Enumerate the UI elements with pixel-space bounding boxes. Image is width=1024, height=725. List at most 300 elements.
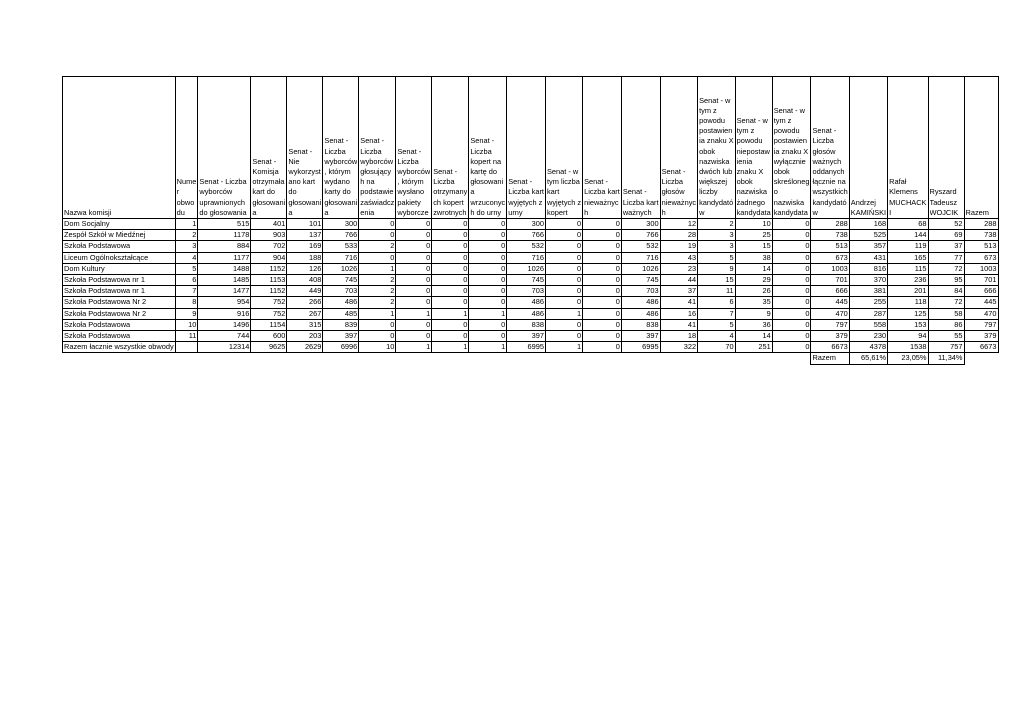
value-cell: 884 xyxy=(198,241,251,252)
value-cell: 904 xyxy=(251,252,287,263)
value-cell: 6673 xyxy=(811,342,849,353)
empty-cell xyxy=(964,353,998,364)
value-cell: 1 xyxy=(432,342,469,353)
column-header: Senat - w tym z powodu postawien ia znaku X obok nazwiska dwóch lub większej liczby kandydató w xyxy=(698,77,736,219)
value-cell: 3 xyxy=(698,241,736,252)
value-cell: 255 xyxy=(849,297,887,308)
column-header: Senat - Liczba kart ważnych xyxy=(621,77,660,219)
value-cell: 839 xyxy=(323,319,359,330)
value-cell: 25 xyxy=(735,230,772,241)
value-cell: 0 xyxy=(772,286,811,297)
value-cell: 0 xyxy=(469,241,507,252)
commission-name-cell: Zespół Szkół w Miedźnej xyxy=(63,230,176,241)
value-cell: 1154 xyxy=(251,319,287,330)
value-cell: 486 xyxy=(323,297,359,308)
value-cell: 10 xyxy=(359,342,396,353)
value-cell: 0 xyxy=(772,252,811,263)
value-cell: 6 xyxy=(175,275,198,286)
column-header: Senat - Liczba wyborców głosujący h na podstawie zaświadcz enia xyxy=(359,77,396,219)
commission-name-cell: Liceum Ogólnokształcące xyxy=(63,252,176,263)
value-cell: 230 xyxy=(849,331,887,342)
value-cell: 10 xyxy=(175,319,198,330)
value-cell: 486 xyxy=(621,297,660,308)
value-cell: 1153 xyxy=(251,275,287,286)
table-row xyxy=(63,319,999,330)
value-cell: 15 xyxy=(735,241,772,252)
value-cell: 0 xyxy=(583,342,622,353)
value-cell: 0 xyxy=(772,342,811,353)
value-cell: 716 xyxy=(621,252,660,263)
value-cell: 68 xyxy=(888,219,928,230)
value-cell: 525 xyxy=(849,230,887,241)
value-cell: 287 xyxy=(849,308,887,319)
value-cell: 0 xyxy=(469,286,507,297)
value-cell: 1 xyxy=(469,342,507,353)
value-cell: 916 xyxy=(198,308,251,319)
value-cell: 288 xyxy=(964,219,998,230)
value-cell: 0 xyxy=(432,331,469,342)
empty-cell xyxy=(735,353,772,364)
value-cell: 12 xyxy=(660,219,698,230)
value-cell: 738 xyxy=(811,230,849,241)
value-cell: 0 xyxy=(432,319,469,330)
value-cell: 0 xyxy=(545,219,582,230)
value-cell: 0 xyxy=(545,331,582,342)
value-cell: 0 xyxy=(396,331,432,342)
value-cell: 445 xyxy=(811,297,849,308)
empty-cell xyxy=(175,353,198,364)
value-cell: 2 xyxy=(359,297,396,308)
value-cell: 1488 xyxy=(198,263,251,274)
value-cell: 77 xyxy=(928,252,964,263)
value-cell: 1477 xyxy=(198,286,251,297)
value-cell: 126 xyxy=(287,263,323,274)
value-cell: 0 xyxy=(432,241,469,252)
value-cell: 1538 xyxy=(888,342,928,353)
value-cell: 55 xyxy=(928,331,964,342)
value-cell: 703 xyxy=(621,286,660,297)
value-cell: 119 xyxy=(888,241,928,252)
percentage-row xyxy=(63,353,999,364)
table-row xyxy=(63,252,999,263)
value-cell: 0 xyxy=(545,252,582,263)
column-header: Senat - Komisja otrzymała kart do głosowani a xyxy=(251,77,287,219)
table-row xyxy=(63,230,999,241)
value-cell: 0 xyxy=(396,219,432,230)
value-cell: 752 xyxy=(251,308,287,319)
value-cell: 5 xyxy=(698,319,736,330)
value-cell: 144 xyxy=(888,230,928,241)
value-cell: 1026 xyxy=(323,263,359,274)
value-cell: 0 xyxy=(359,331,396,342)
value-cell: 300 xyxy=(621,219,660,230)
table-row xyxy=(63,275,999,286)
value-cell: 716 xyxy=(507,252,546,263)
value-cell: 72 xyxy=(928,297,964,308)
value-cell: 41 xyxy=(660,319,698,330)
value-cell: 322 xyxy=(660,342,698,353)
value-cell: 267 xyxy=(287,308,323,319)
empty-cell xyxy=(396,353,432,364)
commission-name-cell: Dom Kultury xyxy=(63,263,176,274)
value-cell: 370 xyxy=(849,275,887,286)
value-cell: 168 xyxy=(849,219,887,230)
value-cell: 738 xyxy=(964,230,998,241)
value-cell: 532 xyxy=(621,241,660,252)
value-cell: 745 xyxy=(323,275,359,286)
value-cell: 357 xyxy=(849,241,887,252)
commission-name-cell: Razem łacznie wszystkie obwody xyxy=(64,342,174,352)
column-header: Senat - Liczba kart nieważnyc h xyxy=(583,77,622,219)
value-cell: 137 xyxy=(287,230,323,241)
value-cell: 9 xyxy=(698,263,736,274)
value-cell: 1 xyxy=(469,308,507,319)
value-cell: 6995 xyxy=(507,342,546,353)
value-cell: 0 xyxy=(583,331,622,342)
commission-name-cell: Szkoła Podstawowa xyxy=(63,319,176,330)
value-cell: 14 xyxy=(735,331,772,342)
value-cell: 1 xyxy=(396,308,432,319)
value-cell: 470 xyxy=(964,308,998,319)
value-cell: 470 xyxy=(811,308,849,319)
value-cell: 3 xyxy=(175,241,198,252)
header-row xyxy=(63,77,999,219)
value-cell: 1 xyxy=(432,308,469,319)
value-cell: 1177 xyxy=(198,252,251,263)
value-cell: 0 xyxy=(772,297,811,308)
value-cell: 1003 xyxy=(964,263,998,274)
value-cell: 0 xyxy=(772,263,811,274)
value-cell: 954 xyxy=(198,297,251,308)
value-cell: 0 xyxy=(583,308,622,319)
column-header: Senat - Liczba otrzymany ch kopert zwrotnych xyxy=(432,77,469,219)
value-cell: 745 xyxy=(507,275,546,286)
value-cell: 4 xyxy=(175,252,198,263)
value-cell: 0 xyxy=(545,275,582,286)
value-cell: 125 xyxy=(888,308,928,319)
value-cell: 300 xyxy=(507,219,546,230)
value-cell: 766 xyxy=(507,230,546,241)
value-cell: 379 xyxy=(964,331,998,342)
value-cell: 0 xyxy=(396,263,432,274)
value-cell: 236 xyxy=(888,275,928,286)
value-cell: 118 xyxy=(888,297,928,308)
value-cell: 0 xyxy=(469,219,507,230)
value-cell: 11 xyxy=(175,331,198,342)
value-cell: 766 xyxy=(323,230,359,241)
value-cell: 300 xyxy=(323,219,359,230)
value-cell: 0 xyxy=(469,275,507,286)
value-cell: 0 xyxy=(359,319,396,330)
value-cell: 744 xyxy=(198,331,251,342)
value-cell: 1003 xyxy=(811,263,849,274)
column-header: Nume r obwo du xyxy=(175,77,198,219)
value-cell: 486 xyxy=(507,297,546,308)
value-cell: 153 xyxy=(888,319,928,330)
empty-cell xyxy=(772,353,811,364)
value-cell: 0 xyxy=(583,297,622,308)
value-cell: 513 xyxy=(811,241,849,252)
empty-cell xyxy=(660,353,698,364)
value-cell: 666 xyxy=(964,286,998,297)
value-cell: 703 xyxy=(507,286,546,297)
value-cell: 766 xyxy=(621,230,660,241)
value-cell: 18 xyxy=(660,331,698,342)
value-cell: 0 xyxy=(772,319,811,330)
value-cell: 408 xyxy=(287,275,323,286)
value-cell: 0 xyxy=(396,241,432,252)
value-cell: 0 xyxy=(359,219,396,230)
value-cell: 903 xyxy=(251,230,287,241)
commission-name-cell: Szkoła Podstawowa xyxy=(63,241,176,252)
value-cell: 6996 xyxy=(323,342,359,353)
value-cell: 0 xyxy=(432,275,469,286)
value-cell: 0 xyxy=(583,275,622,286)
table-row xyxy=(63,286,999,297)
value-cell: 2 xyxy=(359,286,396,297)
results-table-body xyxy=(63,77,999,365)
commission-name-cell: Szkoła Podstawowa nr 1 xyxy=(63,275,176,286)
value-cell: 1485 xyxy=(198,275,251,286)
table-row xyxy=(63,297,999,308)
value-cell: 666 xyxy=(811,286,849,297)
column-header: Ryszard Tadeusz WOJCIK xyxy=(928,77,964,219)
kaminski-percent-cell: 65,61% xyxy=(849,353,887,364)
value-cell: 673 xyxy=(811,252,849,263)
value-cell: 0 xyxy=(545,230,582,241)
empty-cell xyxy=(251,353,287,364)
value-cell: 9 xyxy=(175,308,198,319)
value-cell: 7 xyxy=(698,308,736,319)
value-cell: 600 xyxy=(251,331,287,342)
value-cell: 533 xyxy=(323,241,359,252)
value-cell: 4378 xyxy=(849,342,887,353)
value-cell: 449 xyxy=(287,286,323,297)
value-cell: 86 xyxy=(928,319,964,330)
table-row xyxy=(63,263,999,274)
column-header: Razem xyxy=(964,77,998,219)
value-cell: 716 xyxy=(323,252,359,263)
value-cell: 797 xyxy=(964,319,998,330)
value-cell: 5 xyxy=(175,263,198,274)
value-cell: 84 xyxy=(928,286,964,297)
value-cell: 0 xyxy=(469,252,507,263)
value-cell: 1496 xyxy=(198,319,251,330)
value-cell: 0 xyxy=(545,286,582,297)
empty-cell xyxy=(621,353,660,364)
empty-cell xyxy=(698,353,736,364)
value-cell: 201 xyxy=(888,286,928,297)
value-cell xyxy=(175,342,198,353)
table-row xyxy=(63,331,999,342)
value-cell: 288 xyxy=(811,219,849,230)
value-cell: 816 xyxy=(849,263,887,274)
value-cell: 2 xyxy=(359,241,396,252)
value-cell: 1026 xyxy=(507,263,546,274)
value-cell: 4 xyxy=(698,331,736,342)
value-cell: 5 xyxy=(698,252,736,263)
value-cell: 486 xyxy=(621,308,660,319)
column-header: Andrzej KAMIŃSKI xyxy=(849,77,887,219)
value-cell: 532 xyxy=(507,241,546,252)
value-cell: 0 xyxy=(469,230,507,241)
value-cell: 28 xyxy=(660,230,698,241)
column-header: Senat - Liczba kart wyjętych z urny xyxy=(507,77,546,219)
value-cell: 515 xyxy=(198,219,251,230)
value-cell: 26 xyxy=(735,286,772,297)
value-cell: 485 xyxy=(323,308,359,319)
value-cell: 7 xyxy=(175,286,198,297)
value-cell: 397 xyxy=(621,331,660,342)
value-cell: 0 xyxy=(396,297,432,308)
value-cell: 188 xyxy=(287,252,323,263)
value-cell: 0 xyxy=(772,331,811,342)
value-cell: 8 xyxy=(175,297,198,308)
value-cell: 43 xyxy=(660,252,698,263)
value-cell: 1026 xyxy=(621,263,660,274)
value-cell: 44 xyxy=(660,275,698,286)
value-cell: 38 xyxy=(735,252,772,263)
value-cell: 701 xyxy=(964,275,998,286)
value-cell: 72 xyxy=(928,263,964,274)
column-header: Senat - Nie wykorzyst ano kart do głosowani a xyxy=(287,77,323,219)
value-cell: 0 xyxy=(545,263,582,274)
empty-cell xyxy=(198,353,251,364)
value-cell: 2629 xyxy=(287,342,323,353)
muchacki-percent-cell: 23,05% xyxy=(888,353,928,364)
value-cell: 486 xyxy=(507,308,546,319)
column-header: Senat - Liczba wyborców uprawnionych do głosowania xyxy=(198,77,251,219)
value-cell: 1178 xyxy=(198,230,251,241)
commission-name-cell: Szkoła Podstawowa nr 1 xyxy=(63,286,176,297)
value-cell: 37 xyxy=(928,241,964,252)
value-cell: 838 xyxy=(507,319,546,330)
value-cell: 6 xyxy=(698,297,736,308)
empty-cell xyxy=(432,353,469,364)
value-cell: 0 xyxy=(359,252,396,263)
value-cell: 52 xyxy=(928,219,964,230)
value-cell: 1 xyxy=(175,219,198,230)
value-cell: 19 xyxy=(660,241,698,252)
value-cell: 0 xyxy=(396,286,432,297)
value-cell: 101 xyxy=(287,219,323,230)
value-cell: 37 xyxy=(660,286,698,297)
value-cell: 379 xyxy=(811,331,849,342)
value-cell: 0 xyxy=(772,230,811,241)
value-cell: 0 xyxy=(432,286,469,297)
value-cell: 165 xyxy=(888,252,928,263)
column-header: Nazwa komisji xyxy=(63,77,176,219)
value-cell: 445 xyxy=(964,297,998,308)
value-cell: 2 xyxy=(359,275,396,286)
column-header: Senat - Liczba głosów nieważnyc h xyxy=(660,77,698,219)
value-cell: 15 xyxy=(698,275,736,286)
column-header: Rafał Klemens MUCHACK I xyxy=(888,77,928,219)
empty-cell xyxy=(323,353,359,364)
value-cell: 701 xyxy=(811,275,849,286)
value-cell: 0 xyxy=(432,252,469,263)
value-cell: 266 xyxy=(287,297,323,308)
value-cell: 702 xyxy=(251,241,287,252)
value-cell: 1 xyxy=(545,308,582,319)
value-cell: 203 xyxy=(287,331,323,342)
value-cell: 397 xyxy=(323,331,359,342)
table-row xyxy=(63,342,999,353)
value-cell: 41 xyxy=(660,297,698,308)
value-cell: 1152 xyxy=(251,286,287,297)
value-cell: 10 xyxy=(735,219,772,230)
value-cell: 0 xyxy=(396,319,432,330)
value-cell: 1152 xyxy=(251,263,287,274)
value-cell: 169 xyxy=(287,241,323,252)
value-cell: 381 xyxy=(849,286,887,297)
value-cell: 315 xyxy=(287,319,323,330)
value-cell: 513 xyxy=(964,241,998,252)
value-cell: 29 xyxy=(735,275,772,286)
value-cell: 0 xyxy=(396,252,432,263)
value-cell: 397 xyxy=(507,331,546,342)
value-cell: 0 xyxy=(396,275,432,286)
value-cell: 94 xyxy=(888,331,928,342)
empty-cell xyxy=(63,353,176,364)
value-cell: 12314 xyxy=(198,342,251,353)
value-cell: 9625 xyxy=(251,342,287,353)
wojcik-percent-cell: 11,34% xyxy=(928,353,964,364)
value-cell: 431 xyxy=(849,252,887,263)
value-cell: 2 xyxy=(698,219,736,230)
value-cell: 6995 xyxy=(621,342,660,353)
commission-name-cell: Szkoła Podstawowa Nr 2 xyxy=(63,297,176,308)
results-table xyxy=(62,76,999,365)
value-cell: 95 xyxy=(928,275,964,286)
value-cell: 1 xyxy=(545,342,582,353)
column-header: Senat - w tym liczba kart wyjętych z kopert xyxy=(545,77,582,219)
empty-cell xyxy=(469,353,507,364)
value-cell: 0 xyxy=(583,319,622,330)
value-cell: 69 xyxy=(928,230,964,241)
value-cell: 558 xyxy=(849,319,887,330)
value-cell: 752 xyxy=(251,297,287,308)
value-cell: 0 xyxy=(583,219,622,230)
summary-label-cell: Razem xyxy=(811,353,849,364)
column-header: Senat - Liczba wyborców , którym wydano karty do głosowani a xyxy=(323,77,359,219)
value-cell: 58 xyxy=(928,308,964,319)
value-cell: 1 xyxy=(396,342,432,353)
value-cell: 0 xyxy=(772,308,811,319)
value-cell: 6673 xyxy=(964,342,998,353)
empty-cell xyxy=(287,353,323,364)
value-cell: 35 xyxy=(735,297,772,308)
empty-cell xyxy=(583,353,622,364)
value-cell: 0 xyxy=(583,241,622,252)
value-cell: 0 xyxy=(396,230,432,241)
value-cell: 0 xyxy=(469,297,507,308)
value-cell: 838 xyxy=(621,319,660,330)
value-cell: 16 xyxy=(660,308,698,319)
value-cell: 0 xyxy=(772,219,811,230)
value-cell: 0 xyxy=(469,263,507,274)
value-cell: 11 xyxy=(698,286,736,297)
empty-cell xyxy=(507,353,546,364)
empty-cell xyxy=(359,353,396,364)
column-header: Senat - w tym z powodu postawien ia znaku X wyłącznie obok skreśloneg o nazwiska kandydata xyxy=(772,77,811,219)
value-cell: 0 xyxy=(772,275,811,286)
value-cell: 0 xyxy=(772,241,811,252)
value-cell: 251 xyxy=(735,342,772,353)
table-row xyxy=(63,241,999,252)
value-cell: 0 xyxy=(545,297,582,308)
column-header: Senat - Liczba kopert na kartę do głosowani a wrzuconyc h do urny xyxy=(469,77,507,219)
